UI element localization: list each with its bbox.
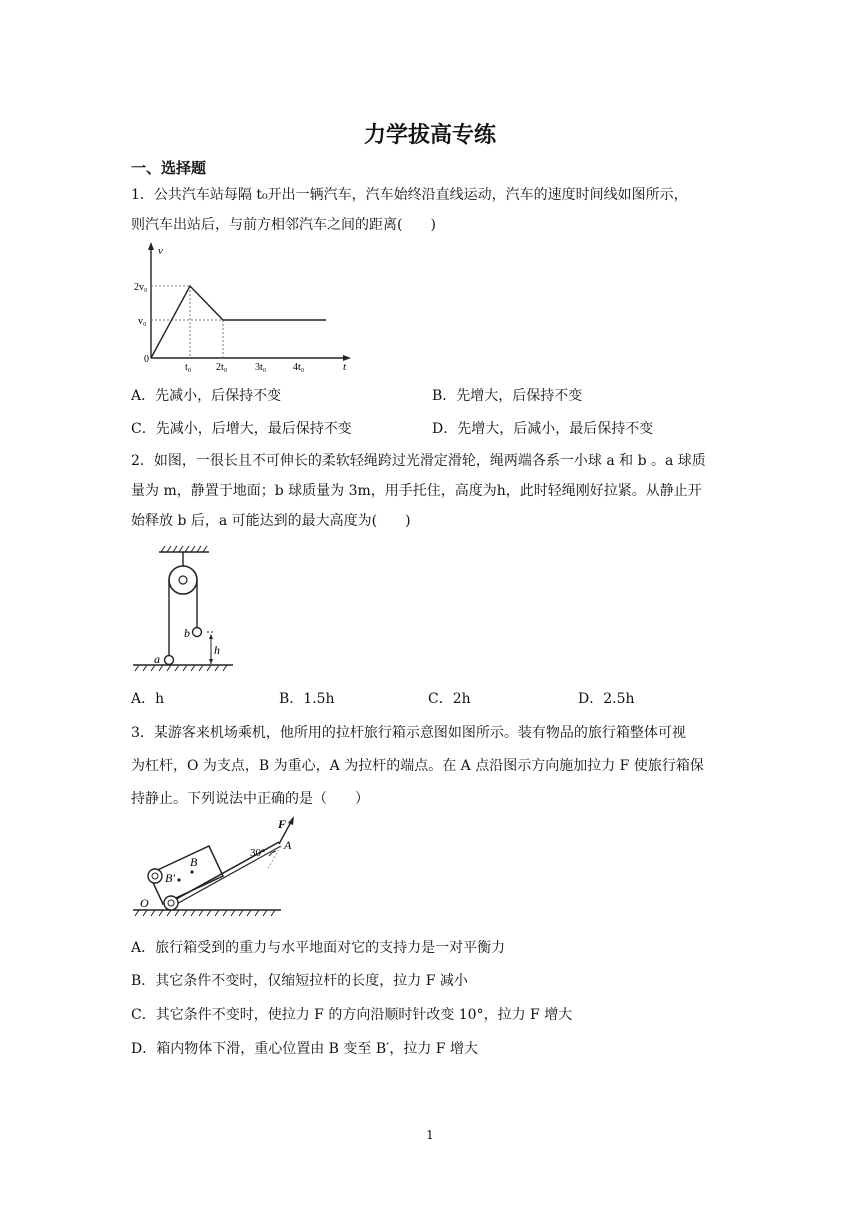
label-o: O	[140, 896, 149, 910]
q1-option-d: D．先增大，后减小，最后保持不变	[432, 421, 654, 437]
q3-option-b: B．其它条件不变时，仅缩短拉杆的长度，拉力 F 减小	[131, 973, 468, 989]
q1-xtick-2t0: 2t₀	[216, 362, 228, 373]
q2-stem-line1: 2．如图，一很长且不可伸长的柔软轻绳跨过光滑定滑轮，绳两端各系一小球 a 和 b 。a 球质	[131, 453, 706, 469]
q1-option-b: B．先增大，后保持不变	[432, 388, 583, 404]
q3-suitcase-figure	[131, 812, 311, 922]
q1-xtick-4t0: 4t₀	[293, 362, 305, 373]
q1-xtick-3t0: 3t₀	[255, 362, 267, 373]
label-f: F	[278, 817, 287, 831]
q1-ytick-2v0: 2v₀	[134, 282, 148, 293]
q3-option-a: A．旅行箱受到的重力与水平地面对它的支持力是一对平衡力	[131, 940, 506, 956]
upper-wheel	[148, 869, 162, 883]
label-a: a	[154, 652, 160, 666]
q1-stem-line1: 1．公共汽车站每隔 t₀开出一辆汽车，汽车始终沿直线运动，汽车的速度时间线如图所示，	[131, 187, 688, 203]
q2-option-b: B．1.5h	[279, 691, 335, 707]
q1-t-label: t	[343, 361, 347, 373]
q3-option-d: D．箱内物体下滑，重心位置由 B 变至 B′，拉力 F 增大	[131, 1041, 478, 1057]
q2-stem-line3: 始释放 b 后，a 可能达到的最大高度为( )	[131, 513, 411, 529]
page-title: 力学拔高专练	[363, 123, 496, 148]
q2-option-c: C．2h	[428, 691, 471, 707]
q1-velocity-time-graph	[131, 240, 361, 376]
q2-option-a: A．h	[131, 691, 165, 707]
label-b: b	[184, 626, 190, 640]
label-angle: 30°	[250, 847, 266, 859]
page-number: 1	[426, 1128, 434, 1142]
label-b-point: B	[190, 855, 198, 869]
label-a-point: A	[284, 838, 292, 852]
q3-option-c: C．其它条件不变时，使拉力 F 的方向沿顺时针改变 10°，拉力 F 增大	[131, 1007, 573, 1023]
section-heading: 一、选择题	[131, 159, 207, 177]
q1-v-label: v	[158, 245, 163, 257]
q1-stem-line2: 则汽车出站后，与前方相邻汽车之间的距离( )	[131, 217, 436, 233]
q3-stem-line1: 3．某游客来机场乘机，他所用的拉杆旅行箱示意图如图所示。装有物品的旅行箱整体可视	[131, 725, 686, 741]
q1-velocity-curve	[151, 286, 326, 358]
label-b-prime: B′	[165, 871, 175, 885]
q2-option-d: D．2.5h	[578, 691, 635, 707]
lower-wheel	[164, 896, 178, 910]
q1-option-a: A．先减小，后保持不变	[131, 388, 282, 404]
q2-stem-line2: 量为 m，静置于地面；b 球质量为 3m，用手托住，高度为h，此时轻绳刚好拉紧。从静止开	[131, 483, 702, 499]
ball-a	[165, 656, 174, 665]
q1-option-c: C．先减小，后增大，最后保持不变	[131, 421, 352, 437]
q1-origin-label: 0	[144, 354, 149, 365]
q1-xtick-t0: t₀	[185, 362, 192, 373]
ball-b	[193, 628, 202, 637]
q2-pulley-figure	[131, 540, 241, 676]
q3-stem-line2: 为杠杆，O 为支点，B 为重心，A 为拉杆的端点。在 A 点沿图示方向施加拉力 F 使旅行箱保	[131, 758, 704, 774]
q3-stem-line3: 持静止。下列说法中正确的是（ ）	[131, 791, 369, 807]
q1-ytick-v0: v₀	[138, 316, 147, 327]
label-h: h	[214, 643, 220, 657]
